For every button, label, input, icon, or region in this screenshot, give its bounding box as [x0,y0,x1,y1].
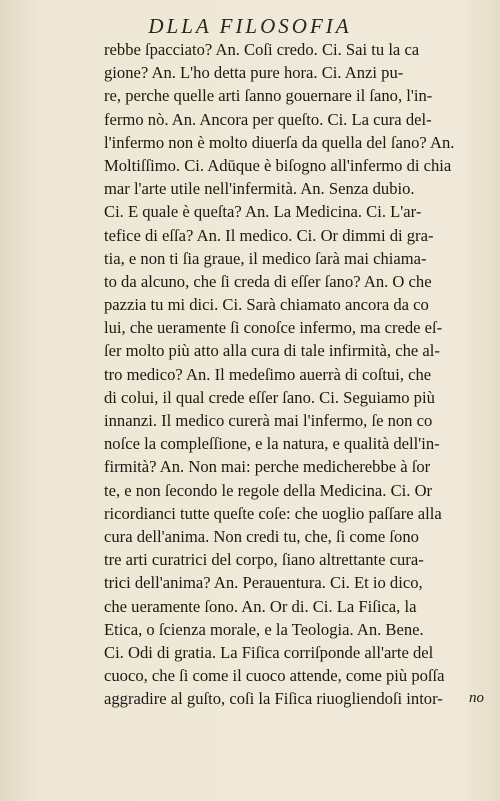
text-line: cura dell'anima. Non credi tu, che, ſi come ſono [104,526,419,546]
body-text [104,38,492,710]
text-line: tre arti curatrici del corpo, ſiano altrettante cura- [104,550,424,570]
text-line: re, perche quelle arti ſanno gouernare il ſano, l'in- [104,86,433,106]
text-line: innanzi. Il medico curerà mai l'infermo, ſe non co [104,411,433,430]
text-line: mar l'arte utile nell'infermità. An. Senza dubio. [104,179,415,199]
text-line: firmità? An. Non mai: perche medicherebbe à ſor [104,457,431,477]
text-line: Ci. Odi di gratia. La Fiſica corriſponde all'arte del [104,642,434,662]
text-line: lui, che ueramente ſi conoſce infermo, ma crede eſ- [104,318,443,338]
text-line: ricordianci tutte queſte coſe: che uoglio paſſare alla [104,503,442,523]
text-line: noſce la compleſſione, e la natura, e qualità dell'in- [104,434,440,454]
text-line: rebbe ſpacciato? An. Coſi credo. Ci. Sai tu la ca [104,40,420,59]
text-line: trici dell'anima? An. Perauentura. Ci. Et io dico, [104,573,423,593]
text-line: to da alcuno, che ſi creda di eſſer ſano? An. O che [104,271,432,291]
text-line: tia, e non ti ſia graue, il medico ſarà mai chiama- [104,248,427,268]
text-line: tefice di eſſa? An. Il medico. Ci. Or dimmi di gra- [104,225,434,245]
text-line: l'infermo non è molto diuerſa da quella del ſano? An. [104,132,455,152]
text-line: che ueramente ſono. An. Or di. Ci. La Fiſica, la [104,596,417,616]
text-line: pazzia tu mi dici. Ci. Sarà chiamato ancora da co [104,295,429,315]
text-line: di colui, il qual crede eſſer ſano. Ci. Seguiamo più [104,387,435,407]
text-line: Etica, o ſcienza morale, e la Teologia. An. Bene. [104,619,424,639]
text-line: tro medico? An. Il medeſimo auerrà di coſtui, che [104,364,432,384]
text-line: Ci. E quale è queſta? An. La Medicina. Ci. L'ar- [104,202,422,222]
text-line: te, e non ſecondo le regole della Medicina. Ci. Or [104,480,433,500]
text-line: ſer molto più atto alla cura di tale infirmità, che al- [104,341,440,361]
text-line: gione? An. L'ho detta pure hora. Ci. Anzi pu- [104,63,404,83]
running-head: DLLA FILOSOFIA [148,14,352,38]
text-line: fermo nò. An. Ancora per queſto. Ci. La cura del- [104,109,432,129]
catchword: no [469,690,484,706]
text-line: aggradire al guſto, coſi la Fiſica riuogliendoſi intor- [104,689,443,709]
text-line: cuoco, che ſi come il cuoco attende, come più poſſa [104,666,445,686]
text-line: Moltiſſimo. Ci. Adūque è biſogno all'infermo di chia [104,155,452,175]
